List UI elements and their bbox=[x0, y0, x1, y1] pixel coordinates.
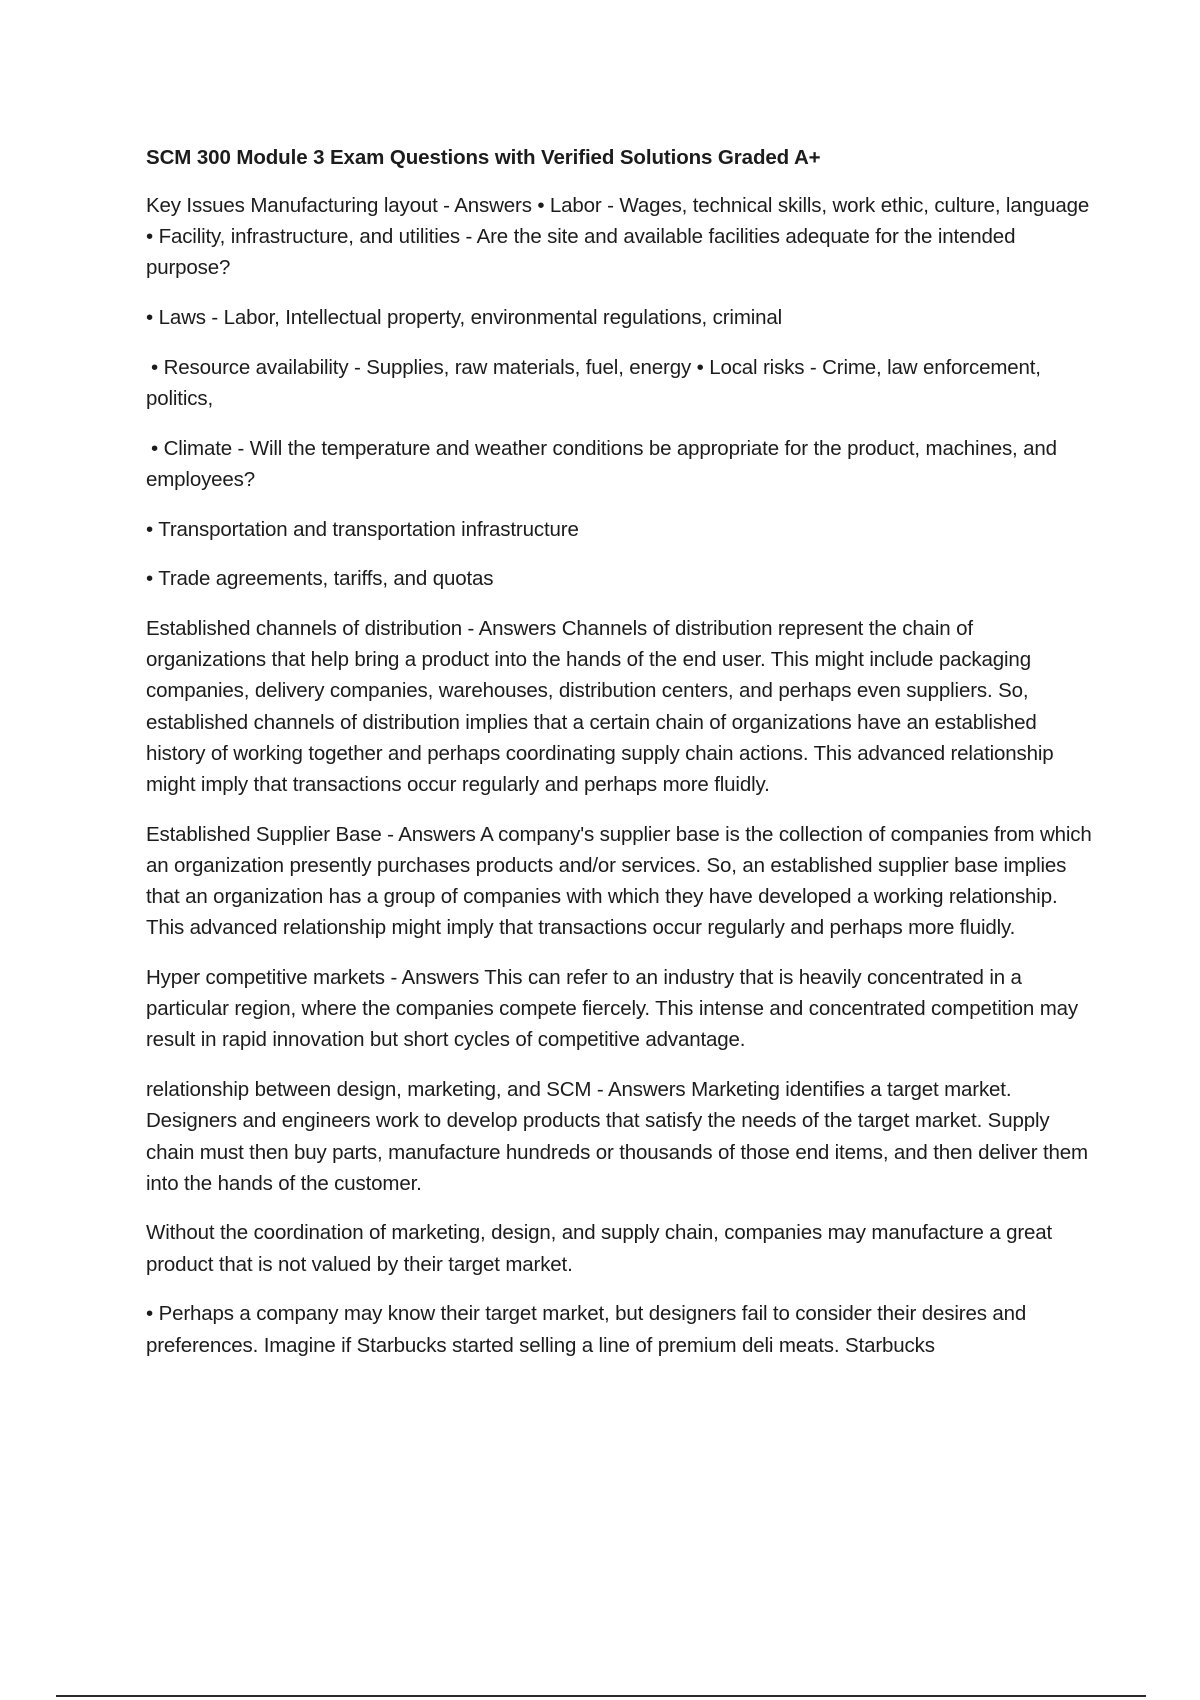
paragraph-hyper-competitive-markets: Hyper competitive markets - Answers This can refer to an industry that is heavily concentrated in a particular region, where the companies compete fiercely. This intense and concentrated competition may result in rapid innovation but short cycles of competitive advantage. bbox=[146, 966, 1078, 1052]
footer-divider bbox=[56, 1695, 1146, 1697]
paragraph-target-market: • Perhaps a company may know their target market, but designers fail to consider their desires and preferences. Imagine if Starbucks started selling a line of premium deli meats. Starbucks bbox=[146, 1302, 1027, 1357]
paragraph-laws: • Laws - Labor, Intellectual property, environmental regulations, criminal bbox=[146, 306, 783, 330]
paragraph-supplier-base: Established Supplier Base - Answers A company's supplier base is the collection of companies from which an organization presently purchases products and/or services. So, an established supplier base implies that an organization has a group of companies with which they have developed a working relationship. This advanced relationship might imply that transactions occur regularly and perhaps more fluidly. bbox=[146, 822, 1092, 940]
paragraph-key-issues: Key Issues Manufacturing layout - Answers • Labor - Wages, technical skills, work ethic, culture, language • Facility, infrastructure, and utilities - Are the site and available facilities adequate for the intended purpose? bbox=[146, 194, 1090, 280]
paragraph-resource-availability: • Resource availability - Supplies, raw materials, fuel, energy • Local risks - Crime, law enforcement, politics, bbox=[146, 355, 1041, 411]
paragraph-coordination: Without the coordination of marketing, design, and supply chain, companies may manufacture a great product that is not valued by their target market. bbox=[146, 1221, 1053, 1276]
paragraph-transportation: • Transportation and transportation infrastructure bbox=[146, 517, 579, 541]
document-title: SCM 300 Module 3 Exam Questions with Verified Solutions Graded A+ bbox=[146, 146, 821, 169]
paragraph-channels-of-distribution: Established channels of distribution - Answers Channels of distribution represent the chain of organizations that help bring a product into the hands of the end user. This might include packaging companies, delivery companies, warehouses, distribution centers, and perhaps even suppliers. So, established channels of distribution implies that a certain chain of organizations have an established history of working together and perhaps coordinating supply chain actions. This advanced relationship might imply that transactions occur regularly and perhaps more fluidly. bbox=[146, 617, 1054, 797]
paragraph-design-marketing-scm: relationship between design, marketing, and SCM - Answers Marketing identifies a target market. Designers and engineers work to develop products that satisfy the needs of the target market. Supply chain must then buy parts, manufacture hundreds or thousands of those end items, and then deliver them into the hands of the customer. bbox=[146, 1078, 1088, 1195]
paragraph-climate: • Climate - Will the temperature and weather conditions be appropriate for the product, machines, and employees? bbox=[146, 436, 1057, 491]
paragraph-trade-agreements: • Trade agreements, tariffs, and quotas bbox=[146, 567, 494, 591]
document-page bbox=[146, 142, 1092, 1379]
